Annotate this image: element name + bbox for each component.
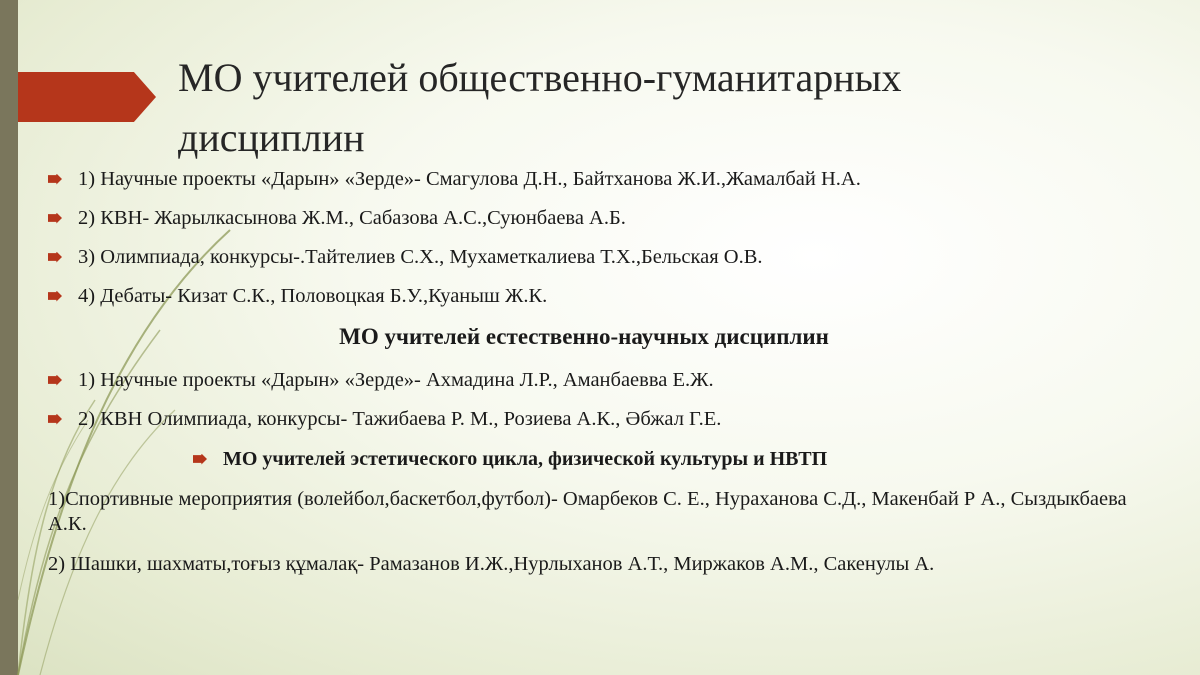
list-item xyxy=(48,244,763,270)
paragraph: 1)Спортивные мероприятия (волейбол,баскетбол,футбол)- Омарбеков С. Е., Нураханова С.Д., Макенбай Р А., Сыздыкбаева А.К. xyxy=(48,488,1127,535)
section-heading: МО учителей естественно-научных дисциплин xyxy=(339,324,829,349)
list-item-text: 2) КВН Олимпиада, конкурсы- Тажибаева Р. М., Розиева А.К., Әбжал Г.Е. xyxy=(78,408,722,430)
list-item-text: 1) Научные проекты «Дарын» «Зерде»- Ахмадина Л.Р., Аманбаевва Е.Ж. xyxy=(78,369,714,391)
section-heading xyxy=(193,446,827,472)
list-item-text: 3) Олимпиада, конкурсы-.Тайтелиев С.Х., Мухаметкалиева Т.Х.,Бельская О.В. xyxy=(78,246,763,268)
list-item xyxy=(48,205,626,231)
arrow-bullet-icon xyxy=(48,414,62,425)
arrow-bullet-icon xyxy=(48,213,62,224)
arrow-bullet-icon xyxy=(48,252,62,263)
slide-title: МО учителей общественно-гуманитарных дисциплин xyxy=(178,55,902,160)
section-heading-text: МО учителей эстетического цикла, физической культуры и НВТП xyxy=(223,448,828,470)
arrow-bullet-icon xyxy=(48,291,62,302)
list-item-text: 4) Дебаты- Кизат С.К., Половоцкая Б.У.,Куаныш Ж.К. xyxy=(78,285,548,307)
list-item xyxy=(48,166,861,192)
arrow-bullet-icon xyxy=(193,454,207,465)
list-item-text: 1) Научные проекты «Дарын» «Зерде»- Смагулова Д.Н., Байтханова Ж.И.,Жамалбай Н.А. xyxy=(78,168,861,190)
list-item xyxy=(48,406,721,432)
arrow-bullet-icon xyxy=(48,375,62,386)
list-item xyxy=(48,283,547,309)
arrow-bullet-icon xyxy=(48,174,62,185)
list-item-text: 2) КВН- Жарылкасынова Ж.М., Сабазова А.С.,Суюнбаева А.Б. xyxy=(78,207,626,229)
list-item xyxy=(48,367,714,393)
paragraph: 2) Шашки, шахматы,тоғыз құмалақ- Рамазанов И.Ж.,Нурлыханов А.Т., Миржаков А.М., Сакенулы А. xyxy=(48,553,935,575)
